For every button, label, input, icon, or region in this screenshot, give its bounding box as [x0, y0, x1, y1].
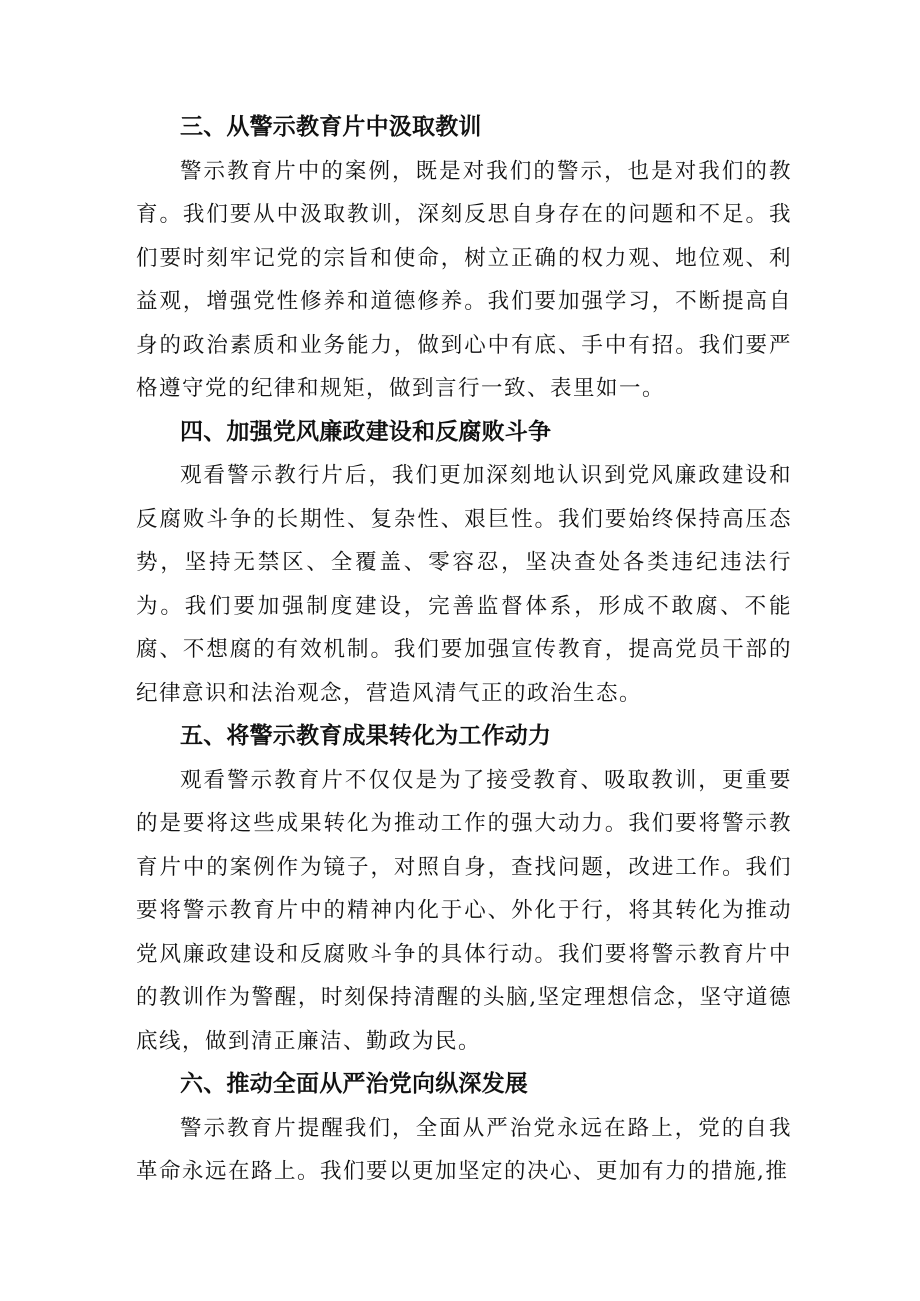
section-paragraph: 警示教育片中的案例，既是对我们的警示，也是对我们的教育。我们要从中汲取教训，深刻反思自身存在的问题和不足。我们要时刻牢记党的宗旨和使命，树立正确的权力观、地位观、利益观，增强党性修养和道德修养。我们要加强学习，不断提高自身的政治素质和业务能力，做到心中有底、手中有招。我们要严格遵守党的纪律和规矩，做到言行一致、表里如一。 [136, 158, 792, 401]
section-heading: 三、从警示教育片中汲取教训 [180, 114, 482, 140]
section-5 [136, 715, 792, 1063]
section-paragraph: 观看警示教育片不仅仅是为了接受教育、吸取教训，更重要的是要将这些成果转化为推动工作的强大动力。我们要将警示教育片中的案例作为镜子，对照自身，查找问题，改进工作。我们要将警示教育片中的精神内化于心、外化于行，将其转化为推动党风廉政建设和反腐败斗争的具体行动。我们要将警示教育片中的教训作为警醒，时刻保持清醒的头脑,坚定理想信念，坚守道德底线，做到清正廉洁、勤政为民。 [136, 767, 792, 1054]
document-page [136, 106, 792, 1194]
section-heading: 五、将警示教育成果转化为工作动力 [180, 723, 552, 749]
section-heading: 六、推动全面从严治党向纵深发展 [180, 1071, 528, 1097]
section-3 [136, 106, 792, 411]
section-paragraph: 警示教育片提醒我们，全面从严治党永远在路上，党的自我革命永远在路上。我们要以更加坚定的决心、更加有力的措施,推 [136, 1115, 792, 1184]
section-paragraph: 观看警示教行片后，我们更加深刻地认识到党风廉政建设和反腐败斗争的长期性、复杂性、艰巨性。我们要始终保持高压态势，坚持无禁区、全覆盖、零容忍，坚决查处各类违纪违法行为。我们要加强制度建设，完善监督体系，形成不敢腐、不能腐、不想腐的有效机制。我们要加强宣传教育，提高党员干部的纪律意识和法治观念，营造风清气正的政治生态。 [136, 463, 792, 706]
section-heading: 四、加强党风廉政建设和反腐败斗争 [180, 418, 552, 445]
section-4 [136, 411, 792, 716]
section-6 [136, 1063, 792, 1194]
